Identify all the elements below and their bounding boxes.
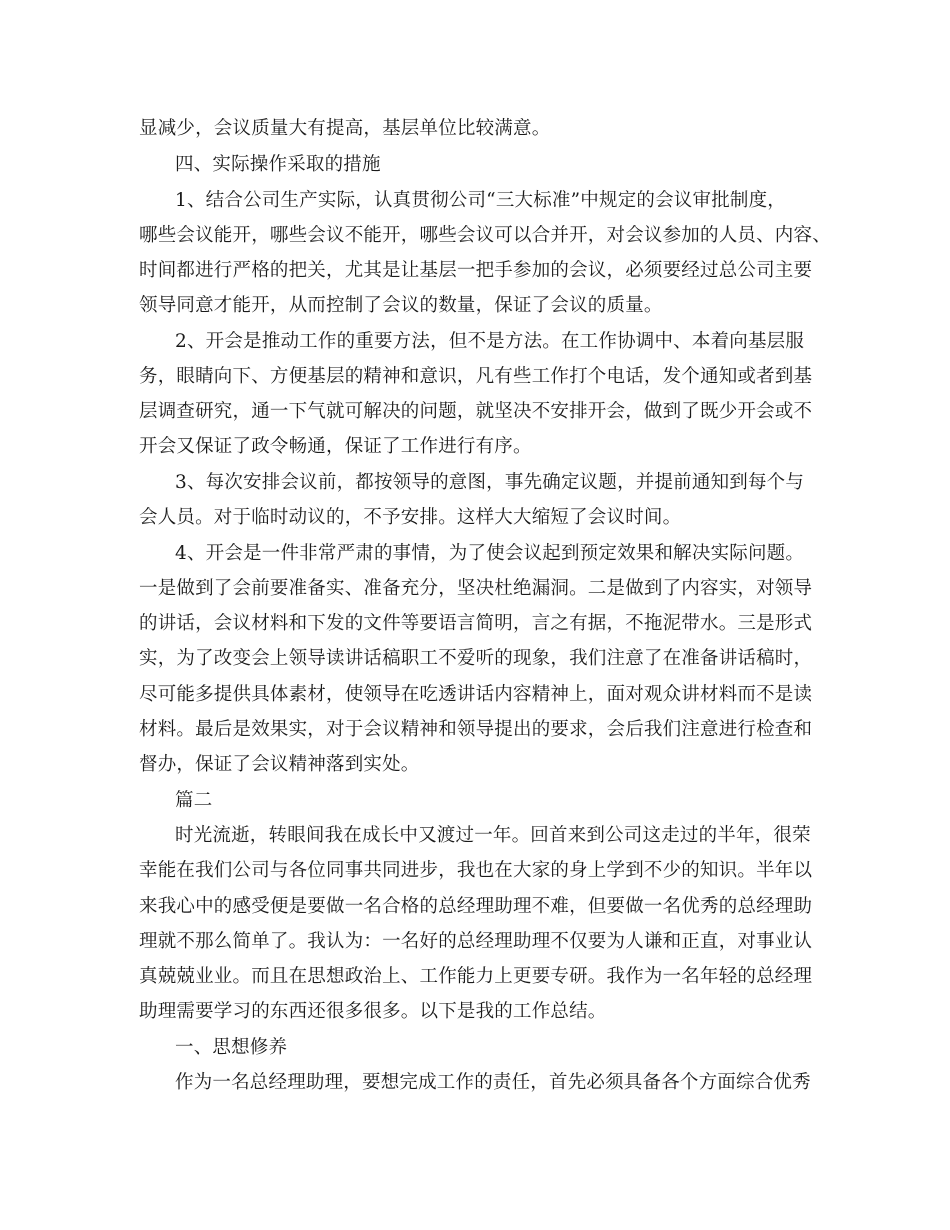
section-heading: 四、实际操作采取的措施: [175, 154, 381, 175]
text-line: 开会又保证了政令畅通，保证了工作进行有序。: [139, 436, 532, 457]
text-line: 4、开会是一件非常严肃的事情，为了使会议起到预定效果和解决实际问题。: [175, 543, 805, 564]
section-heading: 篇二: [175, 790, 213, 811]
text-line: 务，眼睛向下、方便基层的精神和意识，凡有些工作打个电话，发个通知或者到基: [139, 366, 813, 387]
text-line: 理就不那么简单了。我认为：一名好的总经理助理不仅要为人谦和正直，对事业认: [139, 931, 813, 952]
text-line: 3、每次安排会议前，都按领导的意图，事先确定议题，并提前通知到每个与: [175, 472, 805, 493]
text-line: 材料。最后是效果实，对于会议精神和领导提出的要求，会后我们注意进行检查和: [139, 719, 813, 740]
text-line: 来我心中的感受便是要做一名合格的总经理助理不难，但要做一名优秀的总经理助: [139, 896, 813, 917]
text-line: 显减少，会议质量大有提高，基层单位比较满意。: [139, 118, 551, 139]
text-line: 真兢兢业业。而且在思想政治上、工作能力上更要专研。我作为一名年轻的总经理: [139, 966, 813, 987]
text-line: 领导同意才能开，从而控制了会议的数量，保证了会议的质量。: [139, 295, 663, 316]
section-heading: 一、思想修养: [175, 1037, 288, 1058]
text-line: 一是做到了会前要准备实、准备充分，坚决杜绝漏洞。二是做到了内容实，对领导: [139, 578, 813, 599]
text-line: 幸能在我们公司与各位同事共同进步，我也在大家的身上学到不少的知识。半年以: [139, 860, 813, 881]
text-line: 2、开会是推动工作的重要方法，但不是方法。在工作协调中、本着向基层服: [175, 331, 805, 352]
text-line: 的讲话，会议材料和下发的文件等要语言简明，言之有据，不拖泥带水。三是形式: [139, 613, 813, 634]
text-line: 时间都进行严格的把关，尤其是让基层一把手参加的会议，必须要经过总公司主要: [139, 260, 813, 281]
text-line: 作为一名总经理助理，要想完成工作的责任，首先必须具备各个方面综合优秀: [175, 1072, 811, 1093]
text-line: 督办，保证了会议精神落到实处。: [139, 754, 420, 775]
text-line: 会人员。对于临时动议的，不予安排。这样大大缩短了会议时间。: [139, 507, 682, 528]
text-line: 尽可能多提供具体素材，使领导在吃透讲话内容精神上，面对观众讲材料而不是读: [139, 684, 813, 705]
text-line: 层调查研究，通一下气就可解决的问题，就坚决不安排开会，做到了既少开会或不: [139, 401, 813, 422]
text-line: 哪些会议能开，哪些会议不能开，哪些会议可以合并开，对会议参加的人员、内容、: [139, 225, 831, 246]
text-line: 助理需要学习的东西还很多很多。以下是我的工作总结。: [139, 1001, 607, 1022]
text-line: 1、结合公司生产实际，认真贯彻公司“三大标准”中规定的会议审批制度，: [175, 190, 786, 211]
text-line: 实，为了改变会上领导读讲话稿职工不爱听的现象，我们注意了在准备讲话稿时，: [139, 648, 813, 669]
text-line: 时光流逝，转眼间我在成长中又渡过一年。回首来到公司这走过的半年，很荣: [175, 825, 811, 846]
